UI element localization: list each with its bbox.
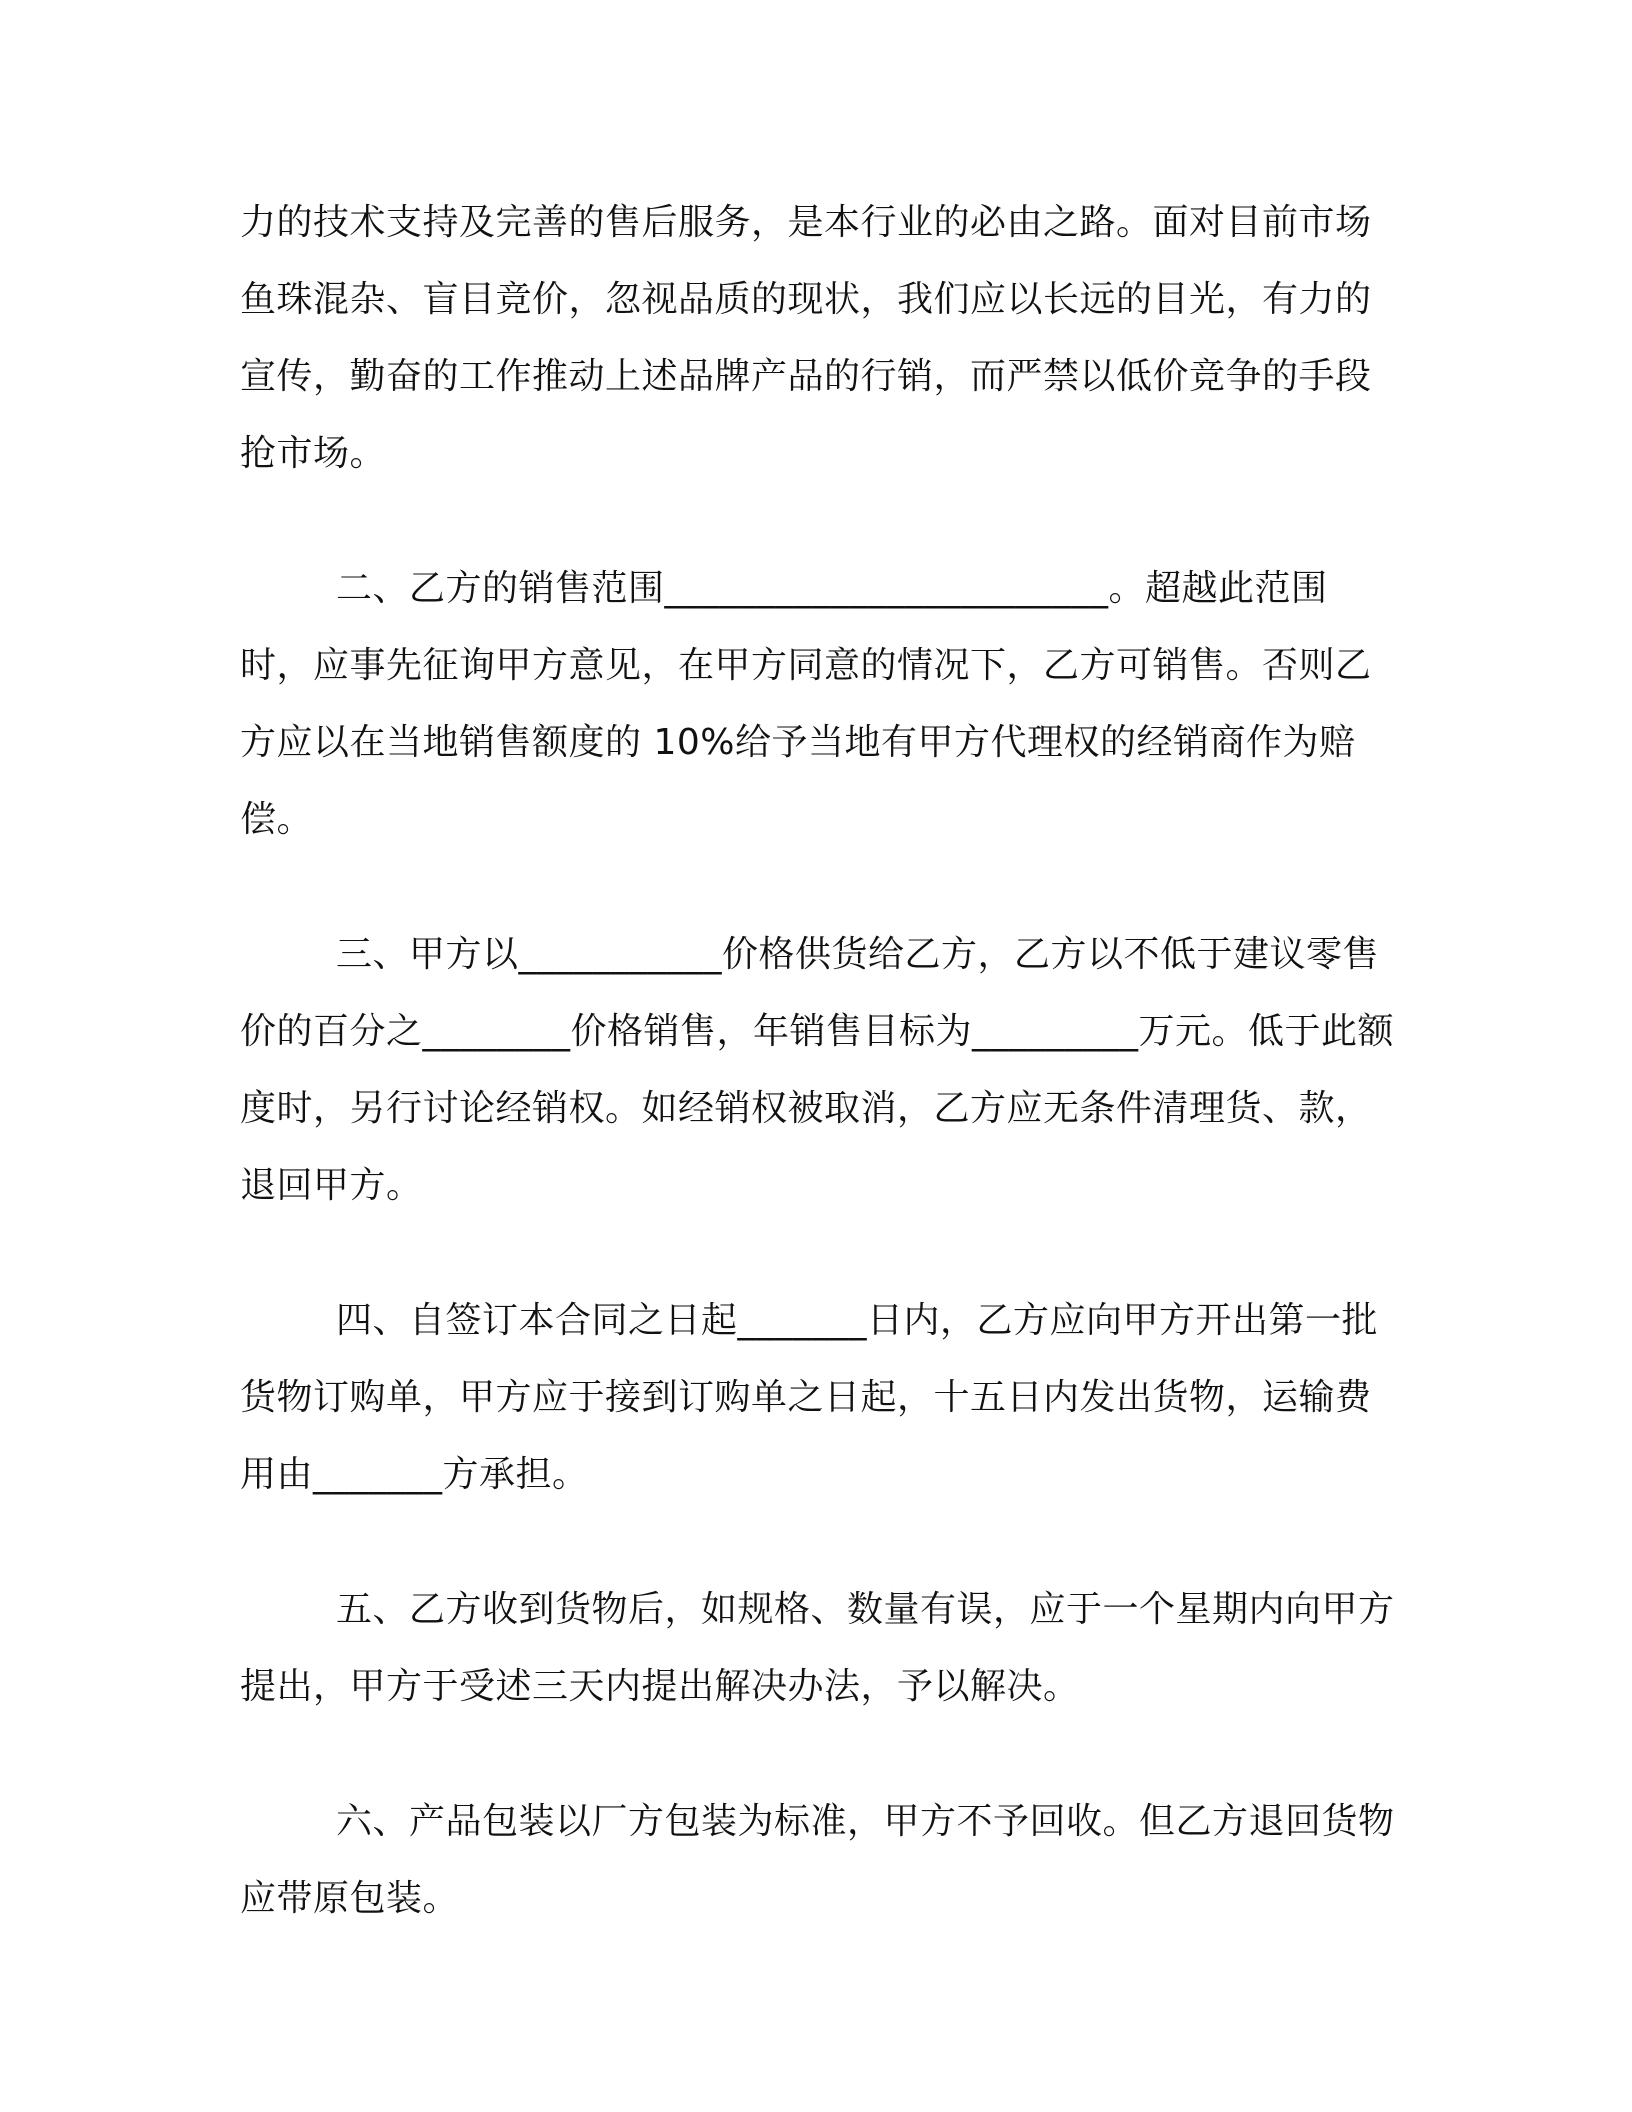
paragraph-continuation: 力的技术支持及完善的售后服务，是本行业的必由之路。面对目前市场鱼珠混杂、盲目竞价，忽视品质的现状，我们应以长远的目光，有力的宣传，勤奋的工作推动上述品牌产品的行销，而严禁以低价竞争的手段抢市场。 xyxy=(240,202,1372,474)
paragraph-clause-3-pricing: 三、甲方以___________价格供货给乙方，乙方以不低于建议零售价的百分之________价格销售，年销售目标为_________万元。低于此额度时，另行讨论经销权。如经销权被取消，乙方应无条件清理货、款，退回甲方。 xyxy=(240,934,1395,1206)
paragraph-clause-2-sales-scope: 二、乙方的销售范围________________________。超越此范围时，应事先征询甲方意见，在甲方同意的情况下，乙方可销售。否则乙方应以在当地销售额度的 10%给予当地有甲方代理权的经销商作为赔偿。 xyxy=(240,568,1372,840)
paragraph-clause-4-ordering: 四、自签订本合同之日起_______日内，乙方应向甲方开出第一批货物订购单，甲方应于接到订购单之日起，十五日内发出货物，运输费用由_______方承担。 xyxy=(240,1300,1379,1495)
document-body xyxy=(240,184,1400,1937)
paragraph-clause-5-discrepancy: 五、乙方收到货物后，如规格、数量有误，应于一个星期内向甲方提出，甲方于受述三天内提出解决办法，予以解决。 xyxy=(240,1589,1395,1707)
paragraph-clause-6-packaging: 六、产品包装以厂方包装为标准，甲方不予回收。但乙方退回货物应带原包装。 xyxy=(240,1801,1395,1919)
